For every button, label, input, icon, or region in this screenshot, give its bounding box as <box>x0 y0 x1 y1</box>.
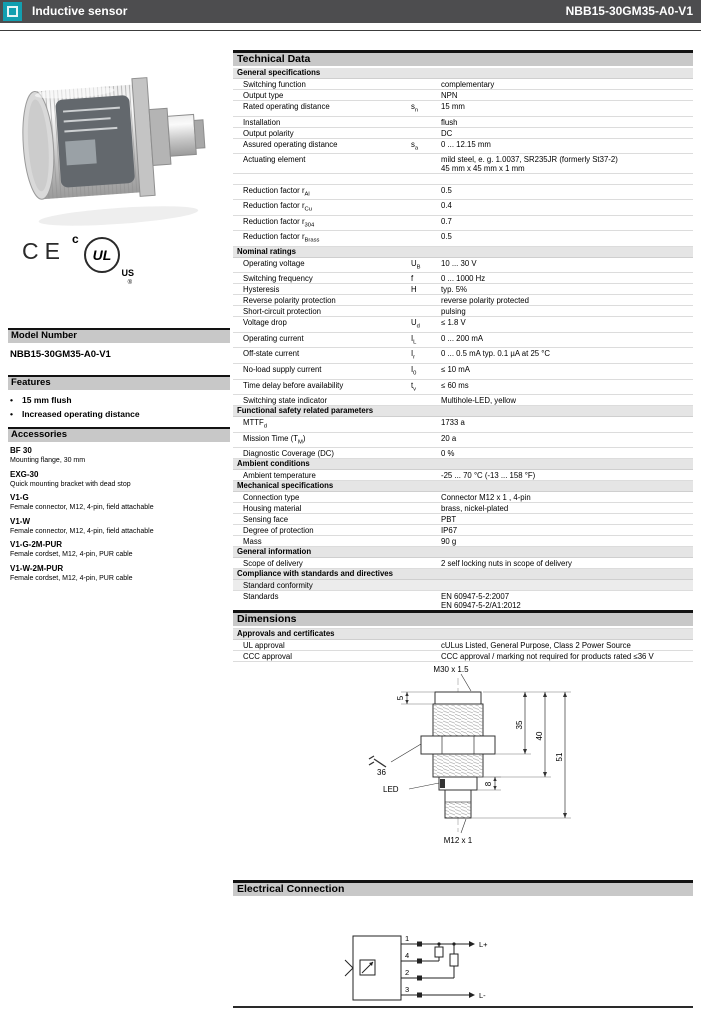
spec-label: Switching function <box>243 80 306 89</box>
spec-symbol: $s_n$ <box>411 102 419 114</box>
spec-value: DC <box>441 128 453 138</box>
spec-value: typ. 5% <box>441 285 468 295</box>
spec-value: 20 a <box>441 433 457 443</box>
accessory-desc: Quick mounting bracket with dead stop <box>10 480 131 488</box>
spec-symbol: $s_a$ <box>411 139 419 152</box>
ul-mark-c: c <box>72 232 79 246</box>
spec-row <box>233 258 693 274</box>
spec-symbol <box>411 307 441 316</box>
spec-symbol <box>411 418 441 432</box>
ul-mark-letters: UL <box>92 247 112 263</box>
spec-value: IP67 <box>441 526 458 536</box>
spec-symbol <box>411 526 441 535</box>
spec-label: Mission Time $(T_M)$ <box>243 433 306 446</box>
spec-section-header: Ambient conditions <box>233 459 693 470</box>
spec-row <box>233 139 693 155</box>
spec-symbol <box>411 493 441 502</box>
spec-label: Reduction factor $r_{Brass}$ <box>243 232 320 244</box>
spec-symbol: $I_L$ <box>411 333 417 346</box>
dim-label-51: 51 <box>555 752 564 762</box>
spec-symbol <box>411 118 441 127</box>
spec-label: Mass <box>243 537 262 547</box>
brand-icon <box>3 2 22 21</box>
spec-label: Reduction factor $r_{304}$ <box>243 216 315 229</box>
dim-label-m12: M12 x 1 <box>443 836 473 845</box>
spec-label: Hysteresis <box>243 285 280 295</box>
spec-symbol: H <box>411 285 417 295</box>
spec-label: Connection type <box>243 493 300 503</box>
spec-symbol <box>411 537 441 546</box>
spec-label: Assured operating distance <box>243 139 338 149</box>
spec-row <box>233 558 693 569</box>
accessories-list <box>10 446 228 587</box>
spec-label: Standards <box>243 592 279 602</box>
spec-row <box>233 470 693 481</box>
spec-value: reverse polarity protected <box>441 296 529 306</box>
spec-symbol <box>411 296 441 305</box>
spec-label: Degree of protection <box>243 526 314 536</box>
spec-label: Standard conformity <box>243 581 313 591</box>
spec-row <box>233 216 693 232</box>
spec-value: -25 ... 70 °C (-13 ... 158 °F) <box>441 471 536 481</box>
spec-label: $MTTF_d$ <box>243 418 268 430</box>
spec-label: Time delay before availability <box>243 380 344 390</box>
spec-row <box>233 536 693 547</box>
spec-value: 0.5 <box>441 185 452 195</box>
dim-label-8: 8 <box>484 781 493 787</box>
accessory-item <box>10 470 228 489</box>
ul-mark-circle <box>84 237 120 273</box>
features-list <box>10 394 228 421</box>
electrical-connection-header: Electrical Connection <box>233 880 693 896</box>
spec-symbol <box>411 504 441 513</box>
circuit-terminals <box>369 941 475 998</box>
spec-row <box>233 514 693 525</box>
l-minus-label: L- <box>479 991 486 1000</box>
spec-value: ≤ 1.8 V <box>441 318 466 328</box>
spec-row <box>233 174 693 185</box>
accessory-item <box>10 446 228 465</box>
spec-symbol <box>411 201 441 215</box>
product-photo <box>8 38 222 238</box>
accessory-name: BF 30 <box>10 446 32 455</box>
spec-value: Multihole-LED, yellow <box>441 396 516 406</box>
spec-row <box>233 395 693 406</box>
spec-section-header: Compliance with standards and directives <box>233 569 693 580</box>
accessory-item <box>10 564 228 583</box>
model-number-header: Model Number <box>8 328 230 343</box>
feature-text: Increased operating distance <box>22 408 140 419</box>
accessory-desc: Female connector, M12, 4-pin, field attachable <box>10 504 154 511</box>
spec-label: Short-circuit protection <box>243 307 321 317</box>
pin-4-label: 4 <box>405 951 410 960</box>
spec-symbol <box>411 515 441 524</box>
spec-symbol: $I_0$ <box>411 364 417 377</box>
accessory-desc: Female cordset, M12, 4-pin, PUR cable <box>10 551 133 558</box>
spec-value: ≤ 60 ms <box>441 380 469 390</box>
spec-label: Housing material <box>243 504 302 514</box>
spec-symbol <box>411 396 441 405</box>
spec-label: Reduction factor $r_{Cu}$ <box>243 201 312 213</box>
spec-value: 0 ... 200 mA <box>441 333 484 343</box>
spec-symbol <box>411 80 441 89</box>
spec-label: Voltage drop <box>243 318 287 328</box>
accessory-name: V1-W-2M-PUR <box>10 563 64 573</box>
wrench-icon <box>369 756 386 767</box>
spec-row <box>233 317 693 333</box>
spec-value: 0 ... 0.5 mA typ. 0.1 µA at 25 °C <box>441 349 551 359</box>
spec-row <box>233 448 693 459</box>
spec-section-header: Functional safety related parameters <box>233 406 693 417</box>
spec-value: 0 ... 1000 Hz <box>441 274 486 284</box>
spec-symbol <box>411 91 441 100</box>
dim-label-36: 36 <box>377 768 386 777</box>
spec-section-header: General specifications <box>233 68 693 79</box>
main-content <box>233 32 693 1012</box>
spec-value: ≤ 10 mA <box>441 364 470 374</box>
spec-row <box>233 128 693 139</box>
spec-label: No-load supply current <box>243 364 322 374</box>
ce-mark: CE <box>22 238 66 264</box>
feature-item <box>10 408 228 422</box>
spec-value: brass, nickel-plated <box>441 504 509 514</box>
technical-data-header: Technical Data <box>233 50 693 66</box>
ul-mark <box>72 230 136 286</box>
spec-symbol <box>411 434 441 448</box>
spec-value: cULus Listed, General Purpose, Class 2 Power Source <box>441 641 631 651</box>
spec-value: flush <box>441 117 458 127</box>
spec-label: Actuating element <box>243 155 306 165</box>
spec-symbol <box>411 449 441 458</box>
accessory-name: V1-W <box>10 516 30 526</box>
dim-label-40: 40 <box>535 731 544 741</box>
hex-nut <box>421 736 495 754</box>
spec-value: EN 60947-5-2:2007 EN 60947-5-2/A1:2012 <box>441 592 521 611</box>
spec-symbol: $I_r$ <box>411 349 416 361</box>
spec-label: Installation <box>243 117 281 127</box>
header-product-type: Inductive sensor <box>32 4 128 18</box>
spec-label: Output type <box>243 91 284 100</box>
dim-label-35: 35 <box>515 720 524 730</box>
spec-value <box>441 581 693 590</box>
spec-label: Scope of delivery <box>243 559 303 569</box>
spec-symbol <box>411 129 441 138</box>
spec-section-header: Mechanical specifications <box>233 481 693 492</box>
dimensions-header: Dimensions <box>233 610 693 626</box>
dim-label-m30: M30 x 1.5 <box>433 665 469 674</box>
dim-label-led: LED <box>383 785 399 794</box>
spec-label: Operating current <box>243 333 304 343</box>
spec-label: Switching frequency <box>243 274 313 284</box>
electrical-connection-diagram <box>233 922 693 1012</box>
technical-data-table <box>233 68 693 662</box>
accessories-header: Accessories <box>8 427 230 442</box>
spec-section-header: General information <box>233 547 693 558</box>
spec-value: 0 ... 12.15 mm <box>441 139 491 149</box>
accessory-desc: Female cordset, M12, 4-pin, PUR cable <box>10 574 133 582</box>
spec-label: UL approval <box>243 641 285 651</box>
spec-value: 0.4 <box>441 201 452 211</box>
dimension-arrows <box>405 692 567 818</box>
spec-value: 10 ... 30 V <box>441 258 477 268</box>
spec-value: 1733 a <box>441 418 465 428</box>
spec-label: Switching state indicator <box>243 396 328 406</box>
spec-row <box>233 117 693 128</box>
model-number-value: NBB15-30GM35-A0-V1 <box>10 349 111 360</box>
spec-section-header: Nominal ratings <box>233 247 693 258</box>
spec-row <box>233 364 693 380</box>
accessory-name: EXG-30 <box>10 469 39 479</box>
sidebar <box>8 32 230 992</box>
spec-row <box>233 333 693 349</box>
spec-value: Connector M12 x 1 , 4-pin <box>441 493 531 503</box>
connector-thread <box>445 802 471 818</box>
spec-label: Output polarity <box>243 128 294 138</box>
spec-row <box>233 90 693 101</box>
spec-label: Diagnostic Coverage (DC) <box>243 449 334 459</box>
pin-3-label: 3 <box>405 985 410 994</box>
pin-2-label: 2 <box>405 968 410 977</box>
spec-symbol: $U_d$ <box>411 318 420 330</box>
registered-icon: ® <box>127 280 132 286</box>
header-divider <box>0 30 701 31</box>
spec-label: Operating voltage <box>243 258 305 268</box>
spec-label: Off-state current <box>243 349 300 359</box>
spec-symbol: $U_B$ <box>411 258 421 271</box>
ul-mark-us: US <box>121 268 134 278</box>
spec-symbol <box>411 232 441 246</box>
accessory-desc: Female connector, M12, 4-pin, field attachable <box>10 527 154 535</box>
spec-value: 0 % <box>441 449 455 459</box>
spec-label: Reduction factor $r_{Al}$ <box>243 185 310 198</box>
spec-label: Reverse polarity protection <box>243 296 336 306</box>
bullet-icon: • <box>10 408 13 419</box>
spec-symbol: f <box>411 274 414 284</box>
spec-section-header: Approvals and certificates <box>233 629 693 640</box>
spec-row <box>233 348 693 364</box>
dimension-drawing <box>233 632 693 860</box>
spec-row <box>233 101 693 117</box>
spec-symbol <box>411 471 441 480</box>
accessory-item <box>10 493 228 512</box>
spec-symbol <box>411 581 441 590</box>
pin-1-label: 1 <box>405 934 410 943</box>
led-indicator <box>440 779 445 788</box>
spec-row <box>233 492 693 503</box>
spec-row <box>233 273 693 284</box>
spec-symbol <box>411 155 441 173</box>
thread-hatch-lower <box>433 754 483 776</box>
spec-value: NPN <box>441 91 458 100</box>
spec-value: CCC approval / marking not required for products rated ≤36 V <box>441 652 654 662</box>
spec-row <box>233 185 693 201</box>
dimension-lines <box>407 692 565 818</box>
accessory-name: V1-G-2M-PUR <box>10 540 63 549</box>
spec-value: complementary <box>441 80 495 89</box>
spec-label: Ambient temperature <box>243 471 316 481</box>
spec-row <box>233 154 693 174</box>
features-header: Features <box>8 375 230 390</box>
spec-symbol <box>411 217 441 231</box>
spec-symbol <box>411 559 441 568</box>
accessory-desc: Mounting flange, 30 mm <box>10 457 86 464</box>
spec-value: pulsing <box>441 307 466 317</box>
l-plus-label: L+ <box>479 940 488 949</box>
spec-row <box>233 295 693 306</box>
bullet-icon: • <box>10 395 13 405</box>
spec-symbol: $t_v$ <box>411 380 417 393</box>
header-model-number: NBB15-30GM35-A0-V1 <box>565 4 693 18</box>
spec-label: CCC approval <box>243 652 292 662</box>
dim-label-5: 5 <box>396 695 405 701</box>
spec-value: 0.5 <box>441 232 452 242</box>
spec-row <box>233 503 693 514</box>
feature-item <box>10 394 228 408</box>
spec-row <box>233 433 693 449</box>
spec-value: 2 self locking nuts in scope of delivery <box>441 559 572 569</box>
spec-value: PBT <box>441 515 457 525</box>
spec-row <box>233 306 693 317</box>
spec-value: mild steel, e. g. 1.0037, SR235JR (formerly St37-2) 45 mm x 45 mm x 1 mm <box>441 155 618 174</box>
bottom-divider <box>233 1006 693 1008</box>
feature-text: 15 mm flush <box>22 395 72 405</box>
spec-row <box>233 284 693 295</box>
spec-value: 0.7 <box>441 216 452 226</box>
extension-lines <box>401 692 571 818</box>
spec-row <box>233 380 693 396</box>
spec-row <box>233 417 693 433</box>
spec-row <box>233 231 693 247</box>
spec-row <box>233 200 693 216</box>
spec-value: 90 g <box>441 537 457 547</box>
accessory-item <box>10 540 228 559</box>
thread-hatch-upper <box>433 705 483 736</box>
spec-value: 15 mm <box>441 102 465 111</box>
header-bar <box>0 0 701 23</box>
spec-symbol <box>411 186 441 200</box>
spec-label: Sensing face <box>243 515 289 525</box>
spec-row <box>233 580 693 591</box>
spec-row <box>233 79 693 90</box>
accessory-item <box>10 517 228 536</box>
spec-label: Rated operating distance <box>243 102 330 111</box>
spec-row <box>233 525 693 536</box>
accessory-name: V1-G <box>10 493 29 502</box>
